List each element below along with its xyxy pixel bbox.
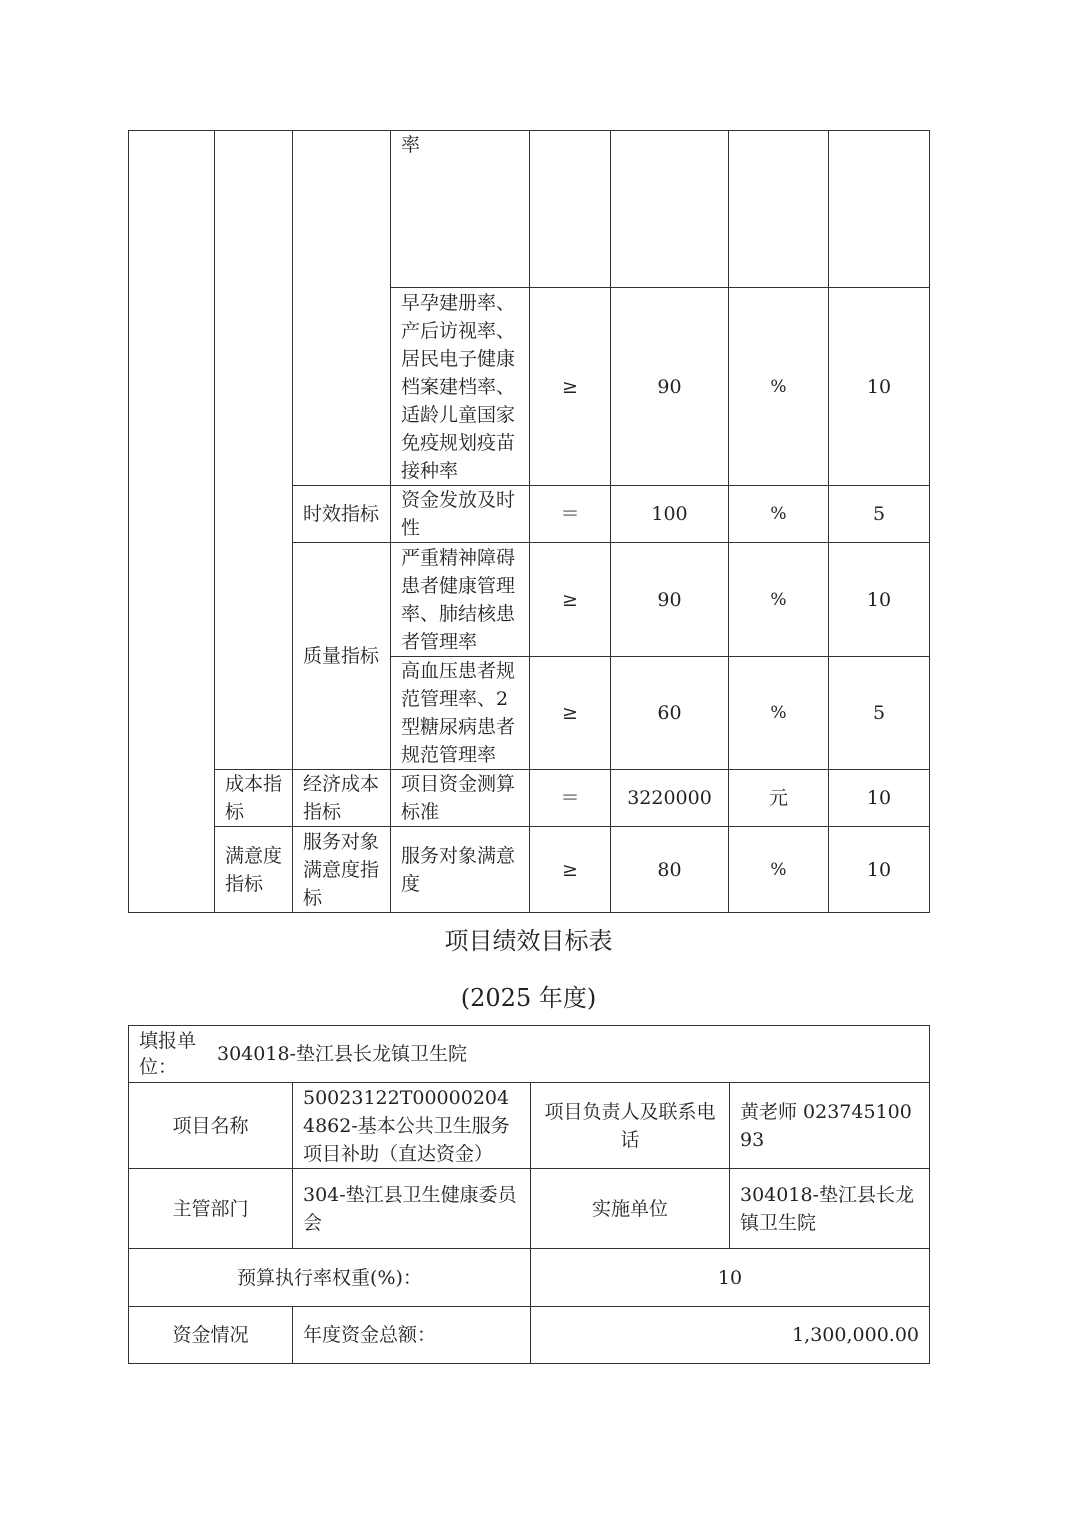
operator-cell: ＝ [530,486,611,543]
category-name: 成本指标 [215,770,293,827]
operator-cell [530,131,611,288]
operator-cell: ≥ [530,288,611,486]
operator-cell: ≥ [530,657,611,770]
implementing-unit-label: 实施单位 [531,1169,730,1249]
reporting-unit-row [129,1026,930,1083]
funds-label: 资金情况 [129,1307,293,1364]
operator-cell: ≥ [530,827,611,913]
unit-cell [729,131,829,288]
budget-weight-value: 10 [531,1249,930,1307]
project-name-label: 项目名称 [129,1083,293,1169]
score-cell: 5 [829,486,930,543]
level2-indicator-cell [215,131,293,770]
value-cell: 60 [611,657,729,770]
score-cell: 10 [829,288,930,486]
reporting-unit-label: 填报单位： [139,1030,197,1078]
score-cell: 10 [829,770,930,827]
sub-indicator-name: 服务对象满意度指标 [293,827,391,913]
unit-cell: % [729,657,829,770]
operator-cell: ≥ [530,543,611,657]
project-name-value: 50023122T000002044862-基本公共卫生服务项目补助（直达资金） [293,1083,531,1169]
score-cell: 10 [829,543,930,657]
budget-weight-label: 预算执行率权重(%)： [129,1249,531,1307]
funds-total-label: 年度资金总额： [293,1307,531,1364]
value-cell: 90 [611,543,729,657]
indicator-name: 服务对象满意度 [391,827,530,913]
project-info-table [128,1025,930,1364]
unit-cell: % [729,827,829,913]
unit-cell: % [729,486,829,543]
score-cell [829,131,930,288]
sub-indicator-name: 质量指标 [293,543,391,770]
performance-indicator-table [128,130,930,913]
implementing-unit-value: 304018-垫江县长龙镇卫生院 [730,1169,930,1249]
department-value: 304-垫江县卫生健康委员会 [293,1169,531,1249]
page-subtitle: (2025 年度) [460,984,597,1012]
department-label: 主管部门 [129,1169,293,1249]
value-cell: 90 [611,288,729,486]
indicator-name: 资金发放及时性 [391,486,530,543]
value-cell: 80 [611,827,729,913]
contact-value: 黄老师 02374510093 [730,1083,930,1169]
reporting-unit-value: 304018-垫江县长龙镇卫生院 [217,1043,467,1065]
unit-cell: % [729,543,829,657]
sub-indicator-name: 经济成本指标 [293,770,391,827]
indicator-name: 高血压患者规范管理率、2型糖尿病患者规范管理率 [391,657,530,770]
value-cell: 100 [611,486,729,543]
sub-indicator-name: 时效指标 [293,486,391,543]
level3-indicator-cell [293,131,391,486]
value-cell [611,131,729,288]
score-cell: 10 [829,827,930,913]
page-title: 项目绩效目标表 [444,927,613,955]
category-name: 满意度指标 [215,827,293,913]
level1-indicator-cell [129,131,215,913]
value-cell: 3220000 [611,770,729,827]
indicator-name: 率 [391,131,530,288]
unit-cell: % [729,288,829,486]
unit-cell: 元 [729,770,829,827]
contact-label: 项目负责人及联系电话 [531,1083,730,1169]
funds-total-value: 1,300,000.00 [531,1307,930,1364]
score-cell: 5 [829,657,930,770]
indicator-name: 早孕建册率、产后访视率、居民电子健康档案建档率、适龄儿童国家免疫规划疫苗接种率 [391,288,530,486]
indicator-name: 项目资金测算标准 [391,770,530,827]
operator-cell: ＝ [530,770,611,827]
indicator-name: 严重精神障碍患者健康管理率、肺结核患者管理率 [391,543,530,657]
